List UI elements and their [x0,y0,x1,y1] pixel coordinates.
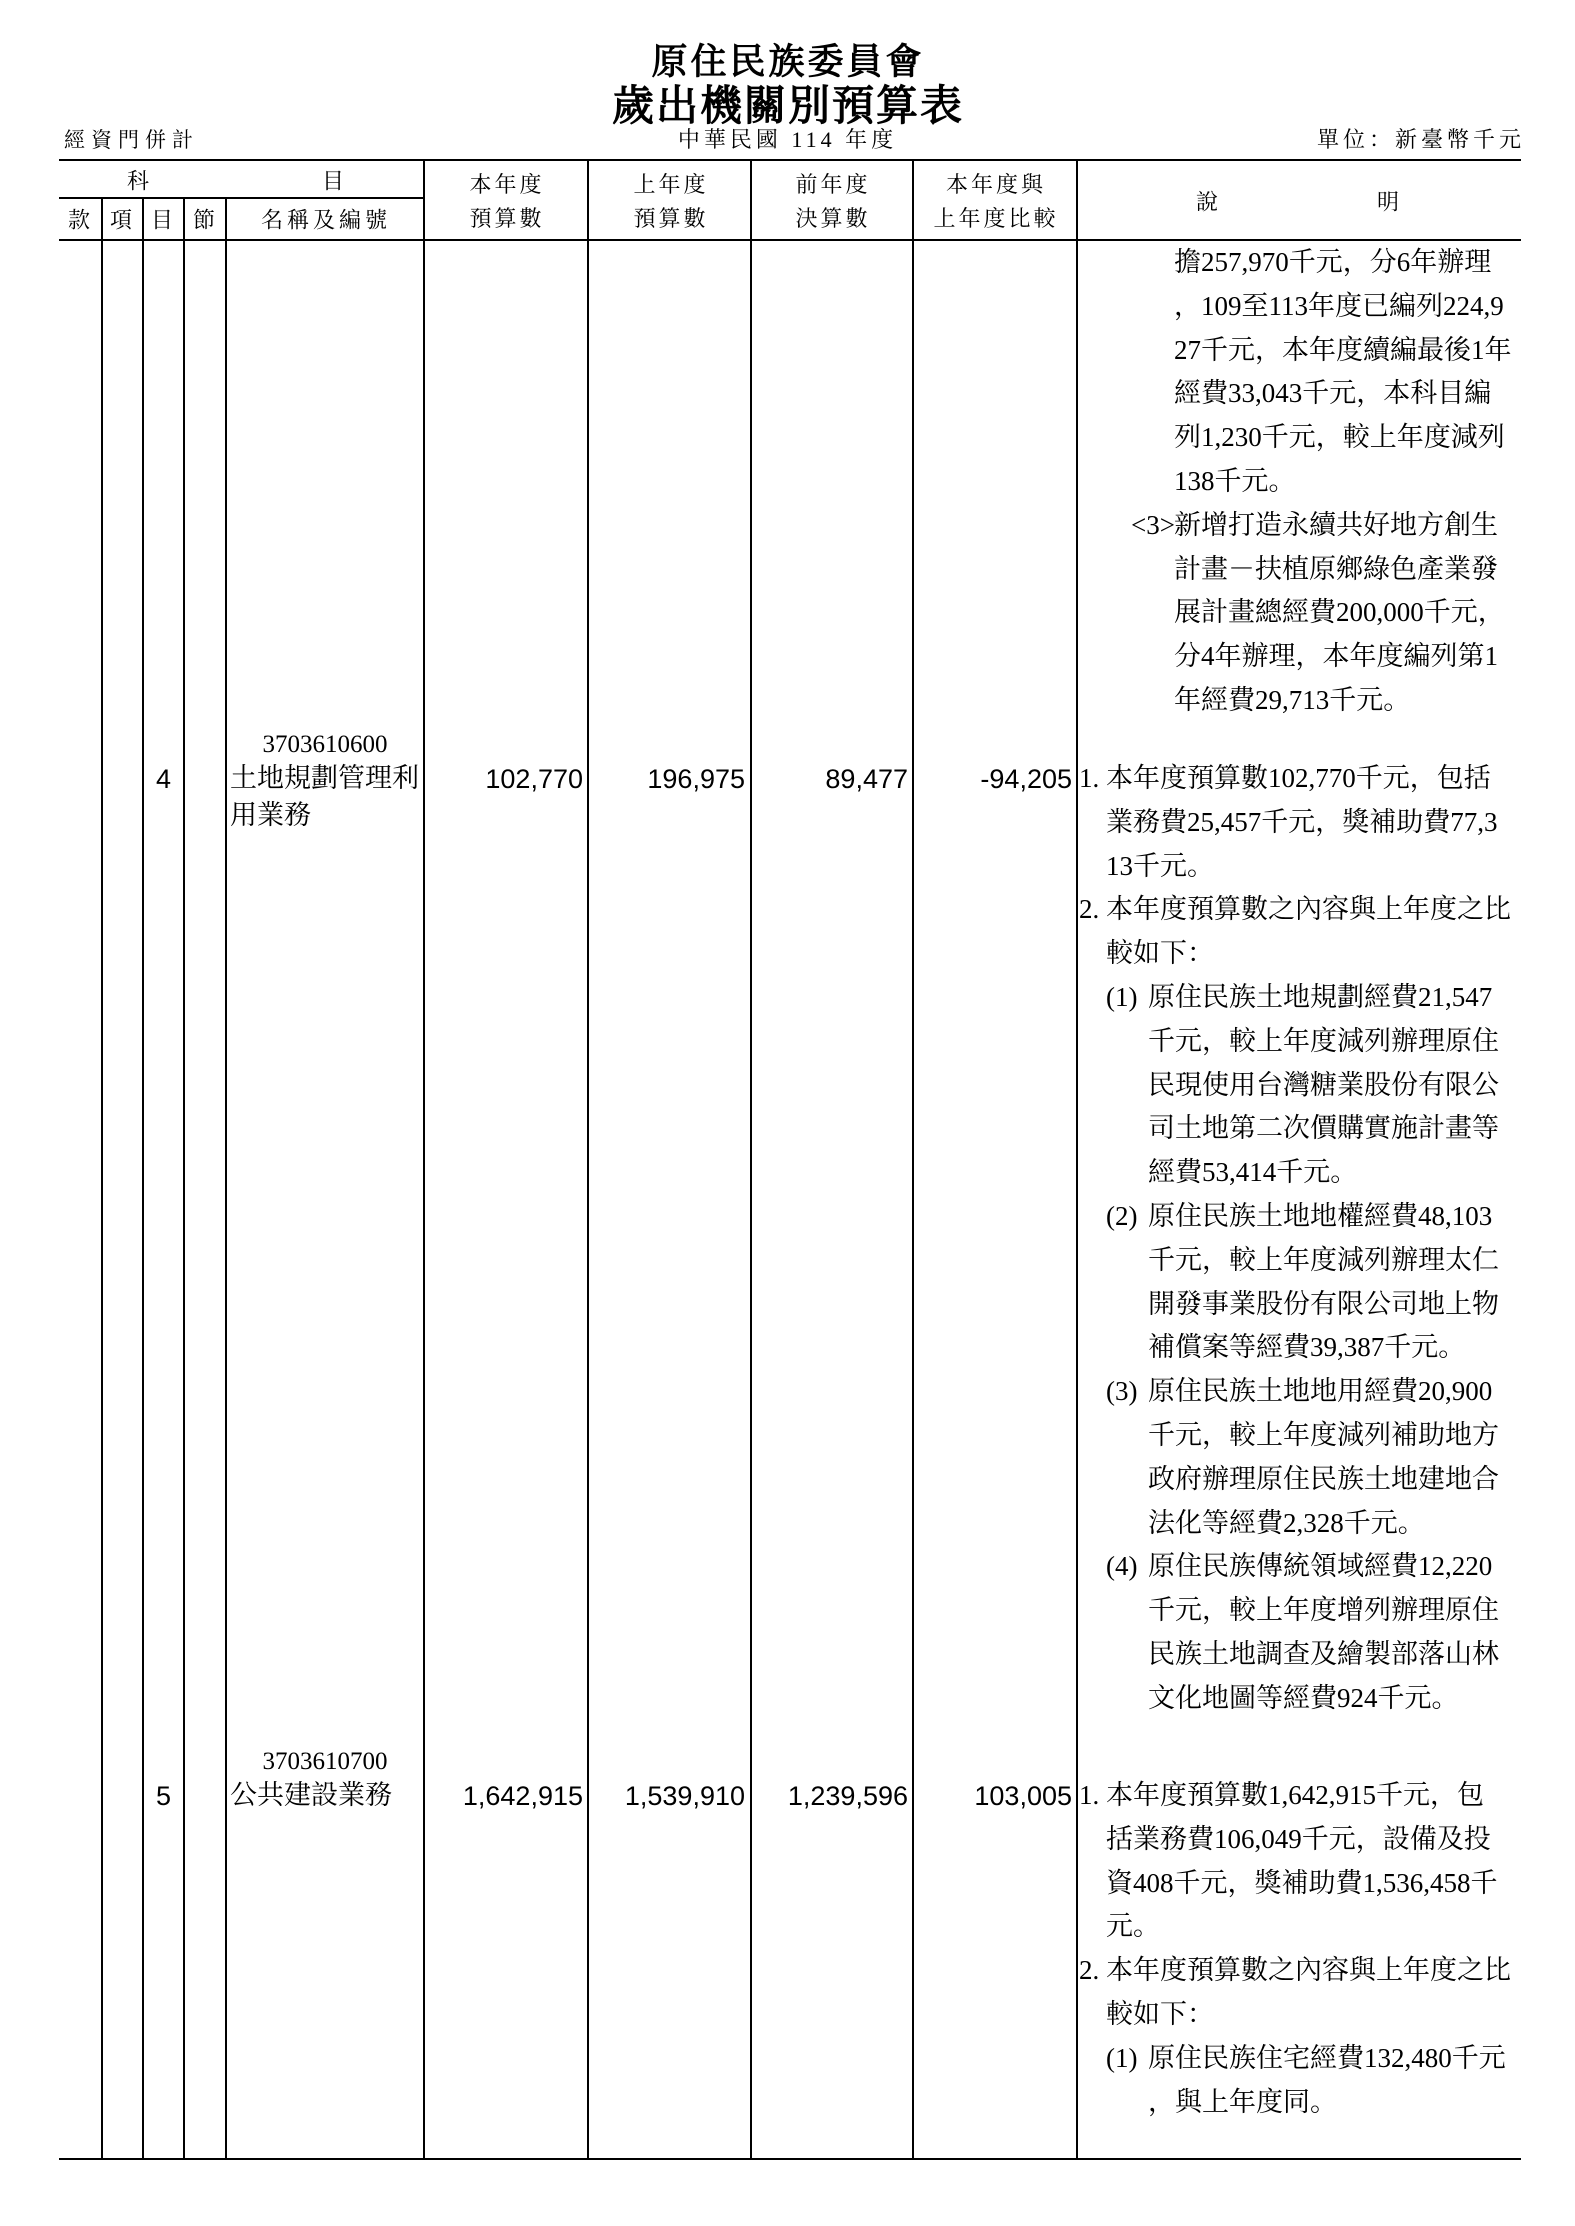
account-code: 3703610600 [262,731,388,758]
header-xiang: 項 [109,207,137,233]
account-code: 3703610700 [262,1748,388,1775]
note-line: 年經費29,713千元。 [1174,685,1411,715]
header-line: 決算數 [795,206,871,231]
note-text: 原住民族土地地用經費20,900 [1148,1376,1493,1407]
note-line: 較如下： [1106,938,1214,969]
table-rule [59,197,424,199]
agency-title: 原住民族委員會 [651,41,925,82]
header-name-code: 名稱及編號 [260,207,392,233]
header-line: 上年度比較 [933,206,1059,231]
header-line: 預算數 [633,206,709,231]
note-line: 展計畫總經費200,000千元， [1174,597,1505,628]
note-line: 補償案等經費39,387千元。 [1148,1332,1466,1363]
notes-block [1077,1774,1521,2124]
note-text: 原住民族住宅經費132,480千元 [1148,2042,1506,2073]
account-name-line: 土地規劃管理利 [230,763,419,793]
header-notes-ming: 明 [1376,189,1404,215]
note-text: 原住民族土地規劃經費21,547 [1148,982,1493,1012]
note-line: 列1,230千元，較上年度減列 [1174,422,1505,453]
current-budget-amount: 102,770 [485,764,583,794]
notes-block [1077,757,1521,1721]
fund-scope-label: 經資門併計 [64,128,199,152]
note-item-label: (4) [1106,1551,1138,1582]
note-line: 司土地第二次價購實施計畫等 [1148,1113,1499,1144]
header-mu: 目 [150,207,178,233]
note-line: 擔257,970千元，分6年辦理 [1174,247,1492,277]
header-previous-budget [633,168,708,236]
note-text: 本年度預算數102,770千元，包括 [1106,763,1491,793]
note-line [1079,757,1491,801]
item-number: 4 [155,764,172,794]
note-line: 文化地圖等經費924千元。 [1148,1682,1459,1713]
current-budget-amount: 1,642,915 [462,1781,583,1811]
note-text: 本年度預算數之內容與上年度之比 [1106,1955,1511,1986]
note-item-label: 1. [1079,763,1100,793]
note-line: 27千元，本年度續編最後1年 [1174,334,1512,365]
budget-row [0,1744,1575,2117]
continued-notes-block [1077,241,1521,723]
account-name-line: 公共建設業務 [230,1780,392,1810]
header-line: 預算數 [469,206,545,231]
note-line [1106,2037,1506,2081]
report-title: 歲出機關別預算表 [611,84,965,130]
note-line: 元。 [1106,1911,1160,1942]
note-line: 開發事業股份有限公司地上物 [1148,1288,1499,1319]
note-line: 民現使用台灣糖業股份有限公 [1148,1069,1499,1100]
note-line [1079,888,1511,932]
note-item-label: <3> [1131,509,1175,540]
note-item-label: (2) [1106,1201,1138,1231]
table-rule [59,159,1521,161]
note-item-label: (1) [1106,2042,1138,2073]
table-rule [423,160,425,2160]
note-line: 法化等經費2,328千元。 [1148,1507,1425,1538]
note-text: 新增打造永續共好地方創生 [1174,509,1498,540]
note-line: ，與上年度同。 [1148,2086,1337,2117]
table-rule [587,160,589,2160]
note-line: 13千元。 [1106,850,1214,881]
note-item-label: 2. [1079,1955,1100,1986]
note-line: 較如下： [1106,1999,1214,2029]
note-item-label: (1) [1106,982,1138,1012]
note-line: 資408千元，獎補助費1,536,458千 [1106,1867,1498,1898]
prior-year-final-amount: 89,477 [825,764,908,794]
table-rule [101,198,103,2160]
note-line: 業務費25,457千元，獎補助費77,3 [1106,806,1498,837]
header-change-vs-previous [933,168,1058,236]
note-line: 民族土地調查及繪製部落山林 [1148,1639,1499,1669]
note-line [1106,1370,1492,1414]
table-rule [225,198,227,2160]
note-text: 本年度預算數1,642,915千元，包 [1106,1780,1484,1810]
note-line: 千元，較上年度減列辦理原住 [1148,1025,1499,1056]
table-rule [183,198,185,2160]
note-line: 分4年辦理，本年度編列第1 [1174,641,1498,672]
header-subject-mu: 目 [321,168,349,194]
item-number: 5 [155,1781,172,1811]
previous-budget-amount: 1,539,910 [624,1781,745,1811]
table-rule [142,198,144,2160]
note-line: 括業務費106,049千元，設備及投 [1106,1823,1491,1854]
header-prior-year-final [795,168,870,236]
note-line: ，109至113年度已編列224,9 [1174,290,1504,321]
note-line [1106,1545,1492,1589]
note-line: 千元，較上年度減列辦理太仁 [1148,1244,1499,1275]
header-subject-ke: 科 [126,168,154,194]
currency-unit-label: 單位：新臺幣千元 [1316,127,1525,152]
note-line: 經費53,414千元。 [1148,1157,1358,1188]
note-line: 千元，較上年度減列補助地方 [1148,1420,1499,1450]
header-line: 本年度 [469,172,545,197]
budget-change-amount: -94,205 [980,764,1072,794]
account-name [230,760,424,834]
note-item-label: (3) [1106,1376,1138,1407]
note-text: 本年度預算數之內容與上年度之比 [1106,894,1511,925]
header-notes-shuo: 說 [1195,189,1223,215]
note-line: 政府辦理原住民族土地建地合 [1148,1463,1499,1494]
note-line: 計畫－扶植原鄉綠色產業發 [1174,553,1498,584]
note-line: 千元，較上年度增列辦理原住 [1148,1595,1499,1626]
note-text: 原住民族傳統領域經費12,220 [1148,1551,1493,1582]
header-line: 前年度 [795,172,871,197]
header-kuan: 款 [67,207,95,233]
table-rule [59,2158,1521,2160]
account-name-line: 用業務 [230,800,311,830]
table-rule [750,160,752,2160]
note-line [1079,1774,1484,1818]
note-line [1079,1949,1511,1993]
account-name [230,1777,424,1814]
note-text: 原住民族土地地權經費48,103 [1148,1201,1493,1231]
budget-change-amount: 103,005 [974,1781,1072,1811]
note-line [1106,976,1492,1020]
header-line: 上年度 [633,172,709,197]
note-line [1106,1195,1492,1239]
previous-budget-amount: 196,975 [647,764,745,794]
header-jie: 節 [192,207,220,233]
header-current-budget [469,168,544,236]
note-item-label: 1. [1079,1780,1100,1810]
note-line: 經費33,043千元，本科目編 [1174,378,1492,409]
table-rule [912,160,914,2160]
note-line [1131,504,1498,548]
note-item-label: 2. [1079,894,1100,925]
prior-year-final-amount: 1,239,596 [787,1781,908,1811]
note-line: 138千元。 [1174,466,1296,496]
budget-row [0,727,1575,1713]
fiscal-year-label: 中華民國 114 年度 [677,127,898,152]
header-line: 本年度與 [945,172,1047,197]
